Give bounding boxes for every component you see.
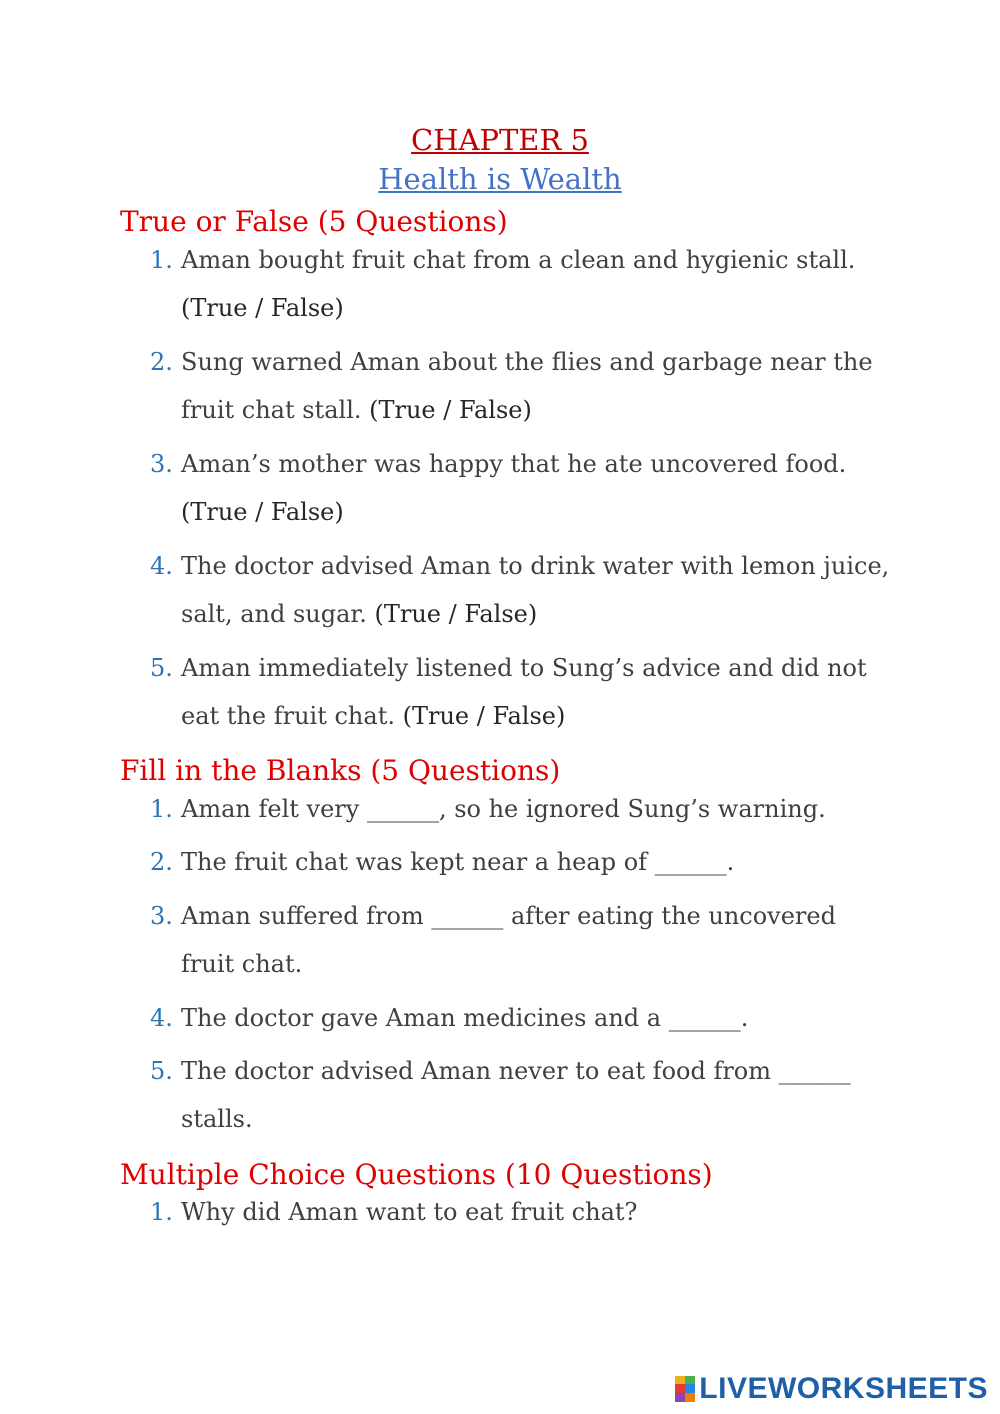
fill-question-4 (150, 994, 890, 1042)
question-text: Why did Aman want to eat fruit chat? (181, 1198, 638, 1226)
question-text: Aman bought fruit chat from a clean and hygienic stall. (181, 246, 856, 274)
question-text[interactable]: The doctor gave Aman medicines and a ______. (181, 1004, 749, 1032)
liveworksheets-brand[interactable] (675, 1372, 988, 1406)
question-text: Aman immediately listened to Sung’s advice and did not eat the fruit chat. (181, 654, 867, 730)
true-false-heading: True or False (5 Questions) (120, 205, 508, 238)
fill-blanks-heading: Fill in the Blanks (5 Questions) (120, 754, 561, 787)
true-false-choice[interactable]: (True / False) (369, 396, 532, 424)
liveworksheets-logo-icon (675, 1376, 695, 1402)
question-text: Aman’s mother was happy that he ate uncovered food. (181, 450, 847, 478)
question-text: The doctor advised Aman to drink water with lemon juice, salt, and sugar. (181, 552, 890, 628)
question-number: 1. (150, 246, 173, 274)
fill-question-1 (150, 785, 890, 833)
brand-name: LIVEWORKSHEETS (699, 1372, 988, 1405)
question-number: 3. (150, 450, 173, 478)
question-number: 1. (150, 1198, 173, 1226)
tf-question-5 (150, 644, 890, 740)
question-number: 2. (150, 348, 173, 376)
logo-block (675, 1393, 685, 1402)
question-text[interactable]: The fruit chat was kept near a heap of ______. (181, 848, 735, 876)
question-number: 5. (150, 1057, 173, 1085)
logo-block (675, 1376, 685, 1384)
mcq-question-1 (150, 1188, 890, 1236)
logo-block (685, 1376, 695, 1384)
question-text[interactable]: The doctor advised Aman never to eat food from ______ stalls. (181, 1057, 851, 1133)
fill-question-5 (150, 1047, 890, 1143)
question-number: 4. (150, 1004, 173, 1032)
logo-block (685, 1393, 695, 1402)
true-false-choice[interactable]: (True / False) (181, 498, 344, 526)
logo-block (685, 1384, 695, 1393)
true-false-choice[interactable]: (True / False) (181, 294, 344, 322)
tf-question-3 (150, 440, 890, 536)
tf-question-1 (150, 236, 890, 332)
fill-question-2 (150, 838, 890, 886)
tf-question-2 (150, 338, 890, 434)
true-false-choice[interactable]: (True / False) (374, 600, 538, 628)
question-number: 4. (150, 552, 173, 580)
fill-question-3 (150, 892, 890, 988)
question-text: Sung warned Aman about the flies and garbage near the fruit chat stall. (181, 348, 873, 424)
question-number: 3. (150, 902, 173, 930)
chapter-subtitle: Health is Wealth (378, 162, 622, 196)
true-false-choice[interactable]: (True / False) (402, 702, 566, 730)
logo-block (675, 1384, 685, 1393)
question-number: 1. (150, 795, 173, 823)
question-number: 5. (150, 654, 173, 682)
mcq-heading: Multiple Choice Questions (10 Questions) (120, 1158, 713, 1191)
tf-question-4 (150, 542, 890, 638)
question-text[interactable]: Aman suffered from ______ after eating the uncovered fruit chat. (181, 902, 836, 978)
question-text[interactable]: Aman felt very ______, so he ignored Sung’s warning. (181, 795, 826, 823)
chapter-title: CHAPTER 5 (411, 123, 589, 157)
question-number: 2. (150, 848, 173, 876)
